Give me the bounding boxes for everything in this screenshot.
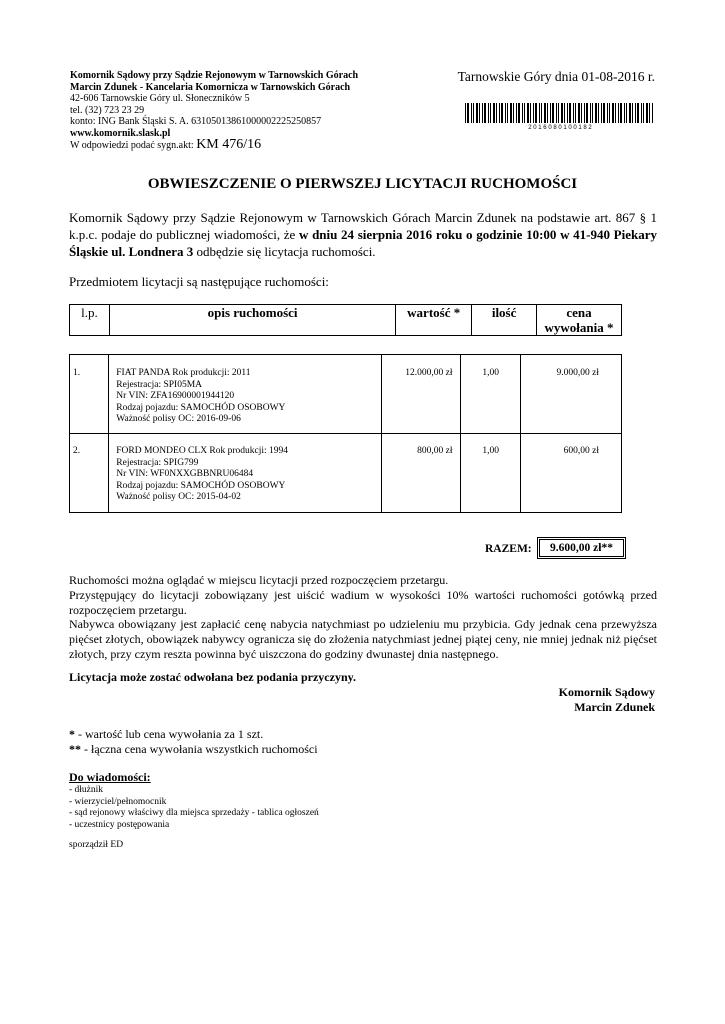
barcode-bar [598,103,599,123]
footnote-1-mark: * [69,727,75,741]
row-opis-line: Ważność polisy OC: 2015-04-02 [116,492,241,502]
header-ilosc: ilość [472,305,537,336]
barcode-bar [552,103,554,123]
row-opis-line: Nr VIN: ZFA16900001944120 [116,391,235,401]
distribution-list [69,770,319,831]
barcode-bar [467,103,469,123]
row-opis-line: FORD MONDEO CLX Rok produkcji: 1994 [116,446,289,456]
footnote-1-text: - wartość lub cena wywołania za 1 szt. [75,727,264,741]
barcode-bar [626,103,627,123]
barcode-bar [482,103,483,123]
cancel-note: Licytacja może zostać odwołana bez podania przyczyny. [69,670,356,684]
barcode-bar [473,103,474,123]
barcode-bar [527,103,529,123]
barcode-bar [539,103,540,123]
row-opis-line: Ważność polisy OC: 2016-09-06 [116,414,241,424]
barcode-bar [607,103,608,123]
row-wartosc: 800,00 zł [381,434,461,513]
note-payment: Nabywca obowiązany jest zapłacić cenę nabycia natychmiast po udzieleniu mu przybicia. Gdy jednak cena przewyższa pięćset złotych, obowiązek nabywcy ogranicza się do złożenia natychmiast jednej piątej ceny, nie mniej jednak niż pięćset złotych, przy czym reszta powinna być uiszczona do godziny dwunastej dnia następnego. [69,617,657,661]
table-row [70,355,622,434]
barcode-bar [646,103,648,123]
barcode-bar [490,103,491,123]
row-opis-line: Nr VIN: WF0NXXGBBNRU06484 [116,469,254,479]
distribution-items [69,785,319,831]
barcode-bar [476,103,478,123]
barcode-bar [544,103,546,123]
barcode-bar [592,103,593,123]
row-ilosc: 1,00 [461,434,520,513]
header-cena: cena wywołania * [537,305,622,336]
barcode-bar [530,103,531,123]
list-item: - uczestnicy postępowania [69,819,170,830]
document-title: OBWIESZCZENIE O PIERWSZEJ LICYTACJI RUCHOMOŚCI [147,176,578,192]
terms-text [69,573,657,662]
barcode-bar [637,103,639,123]
items-intro: Przedmiotem licytacji są następujące ruchomości: [69,274,329,289]
footnote-1 [69,727,318,742]
header-lp: l.p. [70,305,110,336]
barcode-bar [641,103,642,123]
note-deposit: Przystępujący do licytacji zobowiązany jest uiścić wadium w wysokości 10% wartości ruchomości gotówką przed rozpoczęciem przetargu. [69,587,657,617]
barcode-bar [541,103,542,123]
barcode-bar [484,103,486,123]
list-item: - sąd rejonowy właściwy dla miejsca sprzedaży - tablica ogłoszeń [69,808,319,818]
barcode-bar [488,103,489,123]
barcode-bar [535,103,537,123]
list-item: - dłużnik [69,785,104,795]
barcode-bar [609,103,610,123]
barcode-bar [595,103,597,123]
barcode-bar [522,103,523,123]
barcode-bar [479,103,480,123]
barcode-bar [550,103,551,123]
header-line1: Komornik Sądowy przy Sądzie Rejonowym w Tarnowskich Górach [70,70,359,81]
barcode-bar [499,103,500,123]
total-value: 9.600,00 zł** [539,539,624,557]
barcode-bar [575,103,576,123]
barcode-bar [569,103,571,123]
author-note: sporządził ED [69,840,124,850]
barcode-bar [496,103,497,123]
barcode-bar [556,103,557,123]
header-tel: tel. (32) 723 23 29 [70,104,145,116]
barcode-bar [513,103,514,123]
table-row [70,434,622,513]
barcode-bar [629,103,631,123]
footnote-2-text: - łączna cena wywołania wszystkich ruchomości [81,742,318,756]
row-opis [109,355,382,434]
barcode-bar [584,103,585,123]
row-cena: 9.000,00 zł [520,355,621,434]
barcode-bar [603,103,605,123]
row-opis-line: Rodzaj pojazdu: SAMOCHÓD OSOBOWY [116,480,286,491]
barcode [464,103,656,130]
barcode-bar [507,103,508,123]
row-lp: 1. [70,355,109,434]
barcode-bar [618,103,619,123]
barcode-bar [612,103,614,123]
intro-paragraph [69,209,657,260]
intro-text-end: odbędzie się licytacja ruchomości. [193,244,376,259]
barcode-bar [533,103,534,123]
barcode-bar [581,103,582,123]
items-table-header [69,304,622,336]
barcode-bar [564,103,565,123]
barcode-bar [561,103,563,123]
footnote-2 [69,742,318,757]
total-label: RAZEM: [485,543,532,555]
items-table [69,354,622,513]
barcode-digits: 2 0 1 6 0 8 0 1 0 0 1 8 2 [528,125,592,130]
barcode-bar [524,103,525,123]
header-www: www.komornik.slask.pl [70,127,171,139]
case-reference [70,139,358,152]
barcode-bar [590,103,591,123]
barcode-bar [620,103,622,123]
barcode-bar [471,103,472,123]
document-date: Tarnowskie Góry dnia 01-08-2016 r. [457,69,655,84]
barcode-bar [573,103,574,123]
barcode-bar [635,103,636,123]
barcode-bar [632,103,633,123]
barcode-bar [624,103,625,123]
barcode-bar [601,103,602,123]
signature-name: Marcin Zdunek [574,700,655,714]
barcode-bar [501,103,503,123]
barcode-bar [578,103,580,123]
row-lp: 2. [70,434,109,513]
list-item: - wierzyciel/pełnomocnik [69,796,167,807]
signature-title: Komornik Sądowy [558,685,655,699]
intro-text: Komornik Sądowy przy Sądzie Rejonowym w Tarnowskich Górach Marcin Zdunek na podstawie art. 867 § 1 k.p.c. podaje do publicznej wiadomości, że [69,210,657,242]
row-opis-line: FIAT PANDA Rok produkcji: 2011 [116,368,251,378]
header-konto: konto: ING Bank Śląski S. A. 63105013861000002225250857 [70,116,322,127]
footnote-2-mark: ** [69,742,81,756]
row-wartosc: 12.000,00 zł [381,355,461,434]
header-wartosc: wartość * [396,305,472,336]
header-line2: Marcin Zdunek - Kancelaria Komornicza w Tarnowskich Górach [70,81,351,93]
barcode-bar [516,103,517,123]
barcode-bar [493,103,495,123]
bailiff-header [70,70,358,152]
barcode-bar [547,103,548,123]
row-ilosc: 1,00 [461,355,520,434]
sygn-value: KM 476/16 [196,137,262,152]
distribution-title: Do wiadomości: [69,770,151,784]
barcode-bar [567,103,568,123]
barcode-bar [510,103,512,123]
barcode-bar [643,103,644,123]
sygn-label: W odpowiedzi podać sygn.akt: [70,140,194,151]
barcode-bar [615,103,616,123]
note-viewing: Ruchomości można oglądać w miejscu licytacji przed rozpoczęciem przetargu. [69,573,449,587]
footnotes [69,727,318,757]
barcode-bar [505,103,506,123]
barcode-bar [649,103,650,123]
row-cena: 600,00 zł [520,434,621,513]
barcode-bar [652,103,653,123]
row-opis-line: Rejestracja: SPIG799 [116,457,199,468]
barcode-bar [518,103,520,123]
row-opis-line: Rodzaj pojazdu: SAMOCHÓD OSOBOWY [116,402,286,413]
row-opis [109,434,382,513]
auction-date-place: w dniu 24 sierpnia 2016 roku o godzinie 10:00 w 41-940 Piekary Śląskie ul. Londnera 3 [69,227,658,259]
header-address: 42-606 Tarnowskie Góry ul. Słoneczników 5 [70,93,250,104]
signature [559,685,655,715]
header-opis: opis ruchomości [109,305,395,336]
barcode-bar [465,103,466,123]
barcode-bar [558,103,559,123]
barcode-bar [586,103,588,123]
row-opis-line: Rejestracja: SPI05MA [116,379,203,390]
